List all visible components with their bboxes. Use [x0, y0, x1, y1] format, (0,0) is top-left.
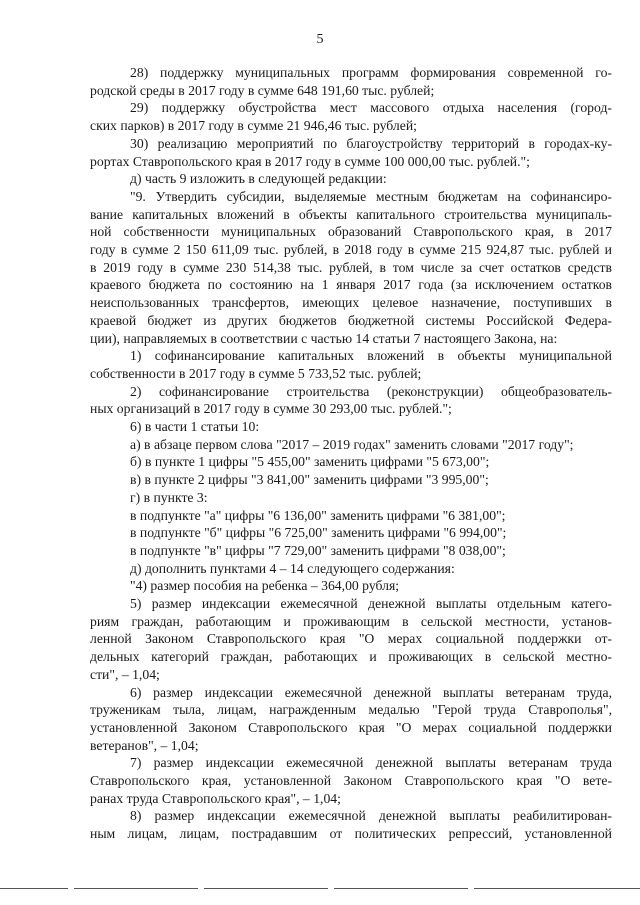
- text-line: 7) размер индексации ежемесячной денежной выплаты ветеранам труда: [130, 755, 612, 771]
- text-line: в подпункте "б" цифры "6 725,00" заменить цифрами "6 994,00";: [130, 525, 507, 541]
- text-line: ленной Законом Ставропольского края "О мерах социальной поддержки от-: [90, 631, 612, 647]
- text-line: установленной Законом Ставропольского края "О мерах социальной поддержки: [90, 719, 612, 735]
- text-line: риям граждан, работающим и проживающим в сельской местности, установ-: [90, 613, 612, 629]
- text-line: ских парков) в 2017 году в сумме 21 946,46 тыс. рублей;: [90, 118, 417, 134]
- text-line: ной собственности муниципальных образований Ставропольского края, в 2017: [90, 224, 612, 240]
- text-line: в 2019 году в сумме 230 514,38 тыс. рублей, в том числе за счет остатков средств: [90, 259, 612, 275]
- text-line: краевой бюджет из других бюджетов бюджетной системы Российской Федера-: [90, 312, 612, 328]
- text-line: сти", – 1,04;: [90, 666, 160, 682]
- footer-rule: [0, 888, 68, 889]
- text-line: 2) софинансирование строительства (реконструкции) общеобразователь-: [130, 383, 612, 399]
- footer-rule: [474, 888, 640, 889]
- text-line: 6) в части 1 статьи 10:: [130, 419, 260, 434]
- text-line: 29) поддержку обустройства мест массового отдыха населения (город-: [130, 100, 612, 116]
- text-line: неиспользованных трансфертов, имеющих целевое назначение, поступивших в: [90, 295, 612, 311]
- text-line: 5) размер индексации ежемесячной денежной выплаты отдельным катего-: [130, 596, 612, 611]
- text-line: "4) размер пособия на ребенка – 364,00 рубля;: [130, 578, 400, 594]
- text-line: ным лицам, лицам, пострадавшим от политических репрессий, установленной: [90, 826, 612, 842]
- text-line: в подпункте "в" цифры "7 729,00" заменить цифрами "8 038,00";: [130, 542, 506, 558]
- text-line: ных организаций в 2017 году в сумме 30 293,00 тыс. рублей.";: [90, 401, 452, 417]
- text-line: в подпункте "а" цифры "6 136,00" заменить цифрами "6 381,00";: [130, 507, 506, 523]
- text-line: а) в абзаце первом слова "2017 – 2019 годах" заменить словами "2017 году";: [130, 436, 574, 452]
- text-line: собственности в 2017 году в сумме 5 733,52 тыс. рублей;: [90, 365, 422, 381]
- text-line: 1) софинансирование капитальных вложений в объекты муниципальной: [130, 348, 612, 364]
- text-line: году в сумме 2 150 611,09 тыс. рублей, в 2018 году в сумме 215 924,87 тыс. рублей и: [90, 242, 612, 257]
- text-line: дельных категорий граждан, работающих и проживающих в сельской местно-: [90, 649, 612, 665]
- text-line: д) часть 9 изложить в следующей редакции:: [130, 171, 387, 187]
- text-line: ции), направляемых в соответствии с частью 14 статьи 7 настоящего Закона, на:: [90, 330, 558, 346]
- page-number: 5: [316, 32, 324, 47]
- text-line: труженикам тыла, лицам, награжденным медалью "Герой труда Ставрополья",: [90, 702, 612, 718]
- text-line: г) в пункте 3:: [130, 489, 208, 505]
- text-line: в) в пункте 2 цифры "3 841,00" заменить цифрами "3 995,00";: [130, 472, 489, 488]
- text-line: родской среды в 2017 году в сумме 648 191,60 тыс. рублей;: [90, 82, 435, 98]
- text-line: вание капитальных вложений в объекты капитального строительства муниципаль-: [90, 206, 612, 222]
- text-line: ветеранов", – 1,04;: [90, 737, 199, 753]
- footer-rule: [204, 888, 328, 889]
- text-line: ранах труда Ставропольского края", – 1,04;: [90, 790, 341, 806]
- text-line: Ставропольского края, установленной Законом Ставропольского края "О вете-: [90, 773, 612, 788]
- text-line: "9. Утвердить субсидии, выделяемые местным бюджетам на софинансиро-: [130, 188, 612, 204]
- text-line: д) дополнить пунктами 4 – 14 следующего содержания:: [130, 560, 455, 576]
- footer-rule: [334, 888, 468, 889]
- text-line: б) в пункте 1 цифры "5 455,00" заменить цифрами "5 673,00";: [130, 454, 490, 470]
- text-line: 8) размер индексации ежемесячной денежной выплаты реабилитирован-: [130, 808, 612, 824]
- text-line: 30) реализацию мероприятий по благоустройству территорий в городах-ку-: [130, 135, 612, 151]
- text-line: краевого бюджета по состоянию на 1 января 2017 года (за исключением остатков: [90, 277, 612, 293]
- footer-rule: [74, 888, 198, 889]
- text-line: 6) размер индексации ежемесячной денежной выплаты ветеранам труда,: [130, 684, 612, 700]
- footer-separator: [0, 888, 640, 892]
- text-line: 28) поддержку муниципальных программ формирования современной го-: [130, 65, 612, 80]
- text-line: рортах Ставропольского края в 2017 году в сумме 100 000,00 тыс. рублей.";: [90, 153, 530, 169]
